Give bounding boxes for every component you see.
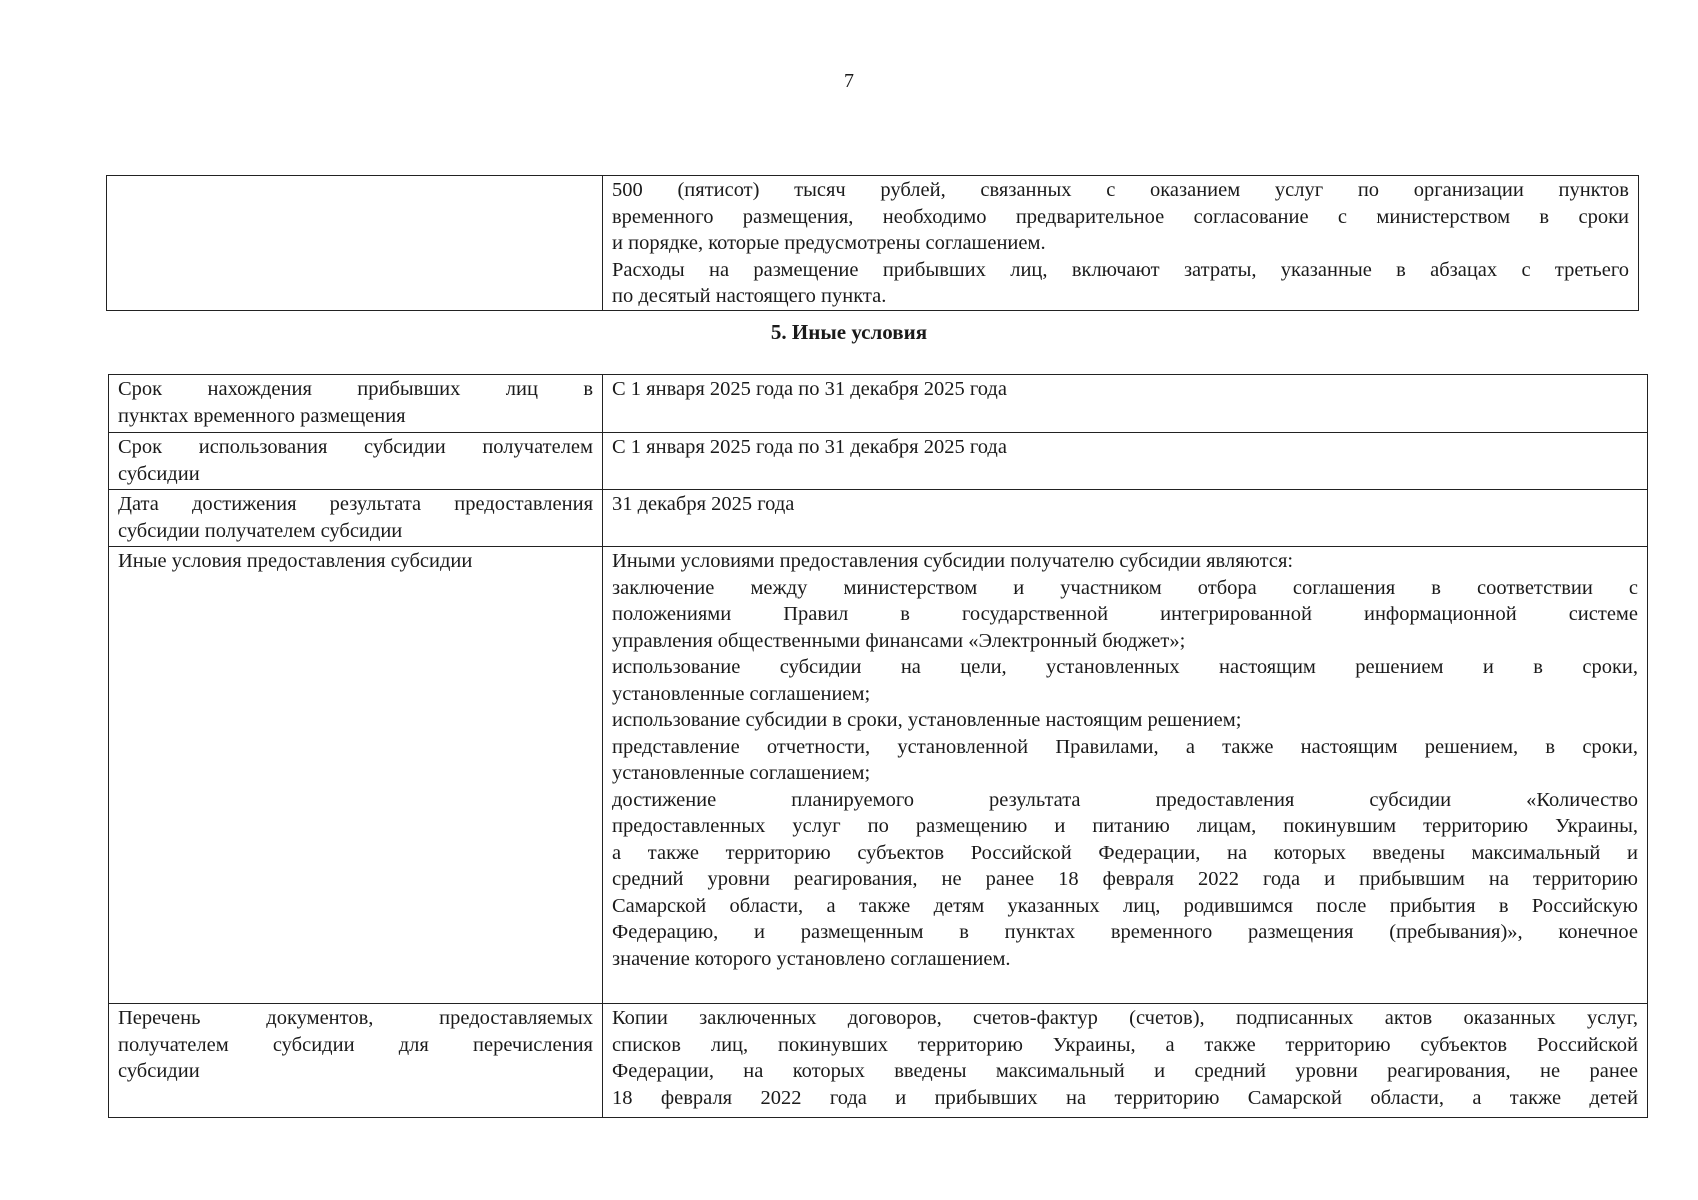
- label-cell: [109, 1004, 603, 1118]
- text-line: пунктах временного размещения: [118, 404, 406, 427]
- value-cell: [603, 547, 1648, 1004]
- label-cell: [109, 433, 603, 490]
- table-row: [109, 1004, 1648, 1118]
- table-row: [109, 433, 1648, 490]
- text-line: субсидии: [118, 462, 200, 485]
- text-line: предоставленных услуг по размещению и питанию лицам, покинувшим территорию Украины,: [612, 815, 1638, 837]
- value-cell: [603, 1004, 1648, 1118]
- text-line: достижение планируемого результата предоставления субсидии «Количество: [612, 788, 1638, 811]
- text-line: положениями Правил в государственной интегрированной информационной системе: [612, 603, 1638, 625]
- text-line: Расходы на размещение прибывших лиц, включают затраты, указанные в абзацах с третьего: [612, 258, 1629, 281]
- text-line: заключение между министерством и участником отбора соглашения в соответствии с: [612, 576, 1638, 599]
- section-title: 5. Иные условия: [770, 320, 928, 344]
- text-line: 31 декабря 2025 года: [612, 493, 795, 515]
- text-line: С 1 января 2025 года по 31 декабря 2025 года: [612, 436, 1007, 458]
- table-row: [109, 490, 1648, 547]
- text-line: значение которого установлено соглашением.: [612, 947, 1011, 970]
- text-line: Самарской области, а также детям указанных лиц, родившимся после прибытия в Российскую: [612, 894, 1638, 917]
- table-row: [107, 176, 1639, 311]
- text-line: субсидии получателем субсидии: [118, 519, 403, 542]
- text-line: установленные соглашением;: [612, 682, 871, 705]
- label-cell: [109, 375, 603, 433]
- text-line: использование субсидии в сроки, установленные настоящим решением;: [612, 709, 1242, 731]
- text-line: 500 (пятисот) тысяч рублей, связанных с оказанием услуг по организации пунктов: [612, 179, 1629, 201]
- text-line: Федерации, на которых введены максимальный и средний уровни реагирования, не ранее: [612, 1060, 1638, 1082]
- text-line: и порядке, которые предусмотрены соглашением.: [612, 232, 1046, 254]
- text-line: Срок использования субсидии получателем: [118, 436, 593, 458]
- text-line: управления общественными финансами «Электронный бюджет»;: [612, 629, 1186, 652]
- text-line: средний уровни реагирования, не ранее 18 февраля 2022 года и прибывшим на территорию: [612, 868, 1638, 890]
- value-cell: [603, 433, 1648, 490]
- table-row: [109, 547, 1648, 1004]
- text-line: представление отчетности, установленной Правилами, а также настоящим решением, в сроки,: [612, 735, 1638, 758]
- text-line: списков лиц, покинувших территорию Украины, а также территорию субъектов Российской: [612, 1033, 1638, 1056]
- text-line: получателем субсидии для перечисления: [118, 1033, 593, 1056]
- text-line: Копии заключенных договоров, счетов-фактур (счетов), подписанных актов оказанных услуг,: [612, 1007, 1638, 1029]
- text-line: по десятый настоящего пункта.: [612, 285, 887, 307]
- label-cell: [109, 547, 603, 1004]
- empty-cell: [107, 176, 603, 311]
- text-line: 18 февраля 2022 года и прибывших на территорию Самарской области, а также детей: [612, 1086, 1638, 1109]
- text-line: С 1 января 2025 года по 31 декабря 2025 года: [612, 378, 1007, 400]
- text-line: Дата достижения результата предоставления: [118, 493, 593, 515]
- table-row: [109, 375, 1648, 433]
- text-line: использование субсидии на цели, установленных настоящим решением и в сроки,: [612, 656, 1638, 678]
- text-line: Иные условия предоставления субсидии: [118, 550, 473, 572]
- text-line: Иными условиями предоставления субсидии получателю субсидии являются:: [612, 550, 1294, 572]
- text-line: Срок нахождения прибывших лиц в: [118, 378, 593, 400]
- text-line: Федерацию, и размещенным в пунктах временного размещения (пребывания)», конечное: [612, 921, 1638, 943]
- conditions-table: [108, 374, 1648, 1118]
- text-line: временного размещения, необходимо предварительное согласование с министерством в сроки: [612, 205, 1629, 228]
- text-line: субсидии: [118, 1060, 200, 1082]
- text-line: установленные соглашением;: [612, 762, 871, 784]
- value-cell: [603, 490, 1648, 547]
- value-cell: [603, 176, 1639, 311]
- continued-table: [106, 175, 1639, 311]
- label-cell: [109, 490, 603, 547]
- page-number: 7: [844, 70, 854, 92]
- text-line: Перечень документов, предоставляемых: [118, 1007, 593, 1029]
- value-cell: [603, 375, 1648, 433]
- text-line: а также территорию субъектов Российской Федерации, на которых введены максимальный и: [612, 841, 1638, 864]
